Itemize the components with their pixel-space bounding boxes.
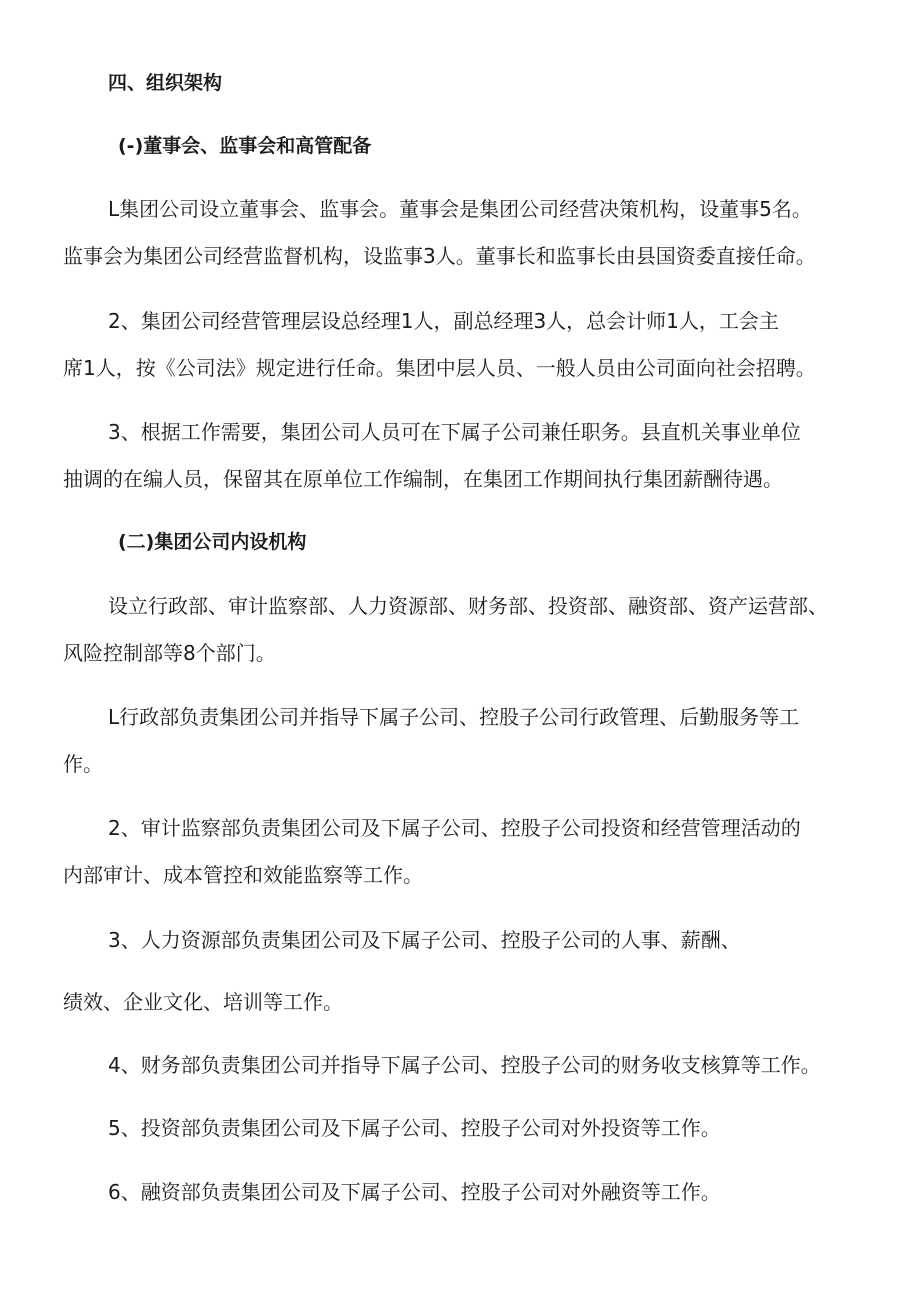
heading-organization: 四、组织架构 <box>108 72 223 94</box>
section-board-title: (-)董事会、监事会和高管配备 <box>118 135 372 157</box>
hr-dept-line: 绩效、企业文化、培训等工作。 <box>63 990 343 1014</box>
staffing-para-line: 抽调的在编人员，保留其在原单位工作编制，在集团工作期间执行集团薪酬待遇。 <box>63 467 783 491</box>
finance-dept-line: 4、财务部负责集团公司并指导下属子公司、控股子公司的财务收支核算等工作。 <box>108 1053 821 1077</box>
admin-dept-line: L行政部负责集团公司并指导下属子公司、控股子公司行政管理、后勤服务等工 <box>108 705 800 729</box>
investment-dept-line: 5、投资部负责集团公司及下属子公司、控股子公司对外投资等工作。 <box>108 1116 721 1140</box>
section-departments-title: (二)集团公司内设机构 <box>118 531 307 553</box>
hr-dept-line: 3、人力资源部负责集团公司及下属子公司、控股子公司的人事、薪酬、 <box>108 928 741 952</box>
departments-intro-line: 风险控制部等8个部门。 <box>63 641 276 665</box>
audit-dept-line: 2、审计监察部负责集团公司及下属子公司、控股子公司投资和经营管理活动的 <box>108 816 801 840</box>
management-para-line: 2、集团公司经营管理层设总经理1人，副总经理3人，总会计师1人，工会主 <box>108 309 779 333</box>
board-para-line: 监事会为集团公司经营监督机构，设监事3人。董事长和监事长由县国资委直接任命。 <box>63 244 816 268</box>
management-para-line: 席1人，按《公司法》规定进行任命。集团中层人员、一般人员由公司面向社会招聘。 <box>63 356 816 380</box>
staffing-para-line: 3、根据工作需要，集团公司人员可在下属子公司兼任职务。县直机关事业单位 <box>108 420 801 444</box>
admin-dept-line: 作。 <box>63 752 103 776</box>
board-para-line: L集团公司设立董事会、监事会。董事会是集团公司经营决策机构，设董事5名。 <box>108 197 812 221</box>
audit-dept-line: 内部审计、成本管控和效能监察等工作。 <box>63 863 423 887</box>
departments-intro-line: 设立行政部、审计监察部、人力资源部、财务部、投资部、融资部、资产运营部、 <box>108 594 828 618</box>
financing-dept-line: 6、融资部负责集团公司及下属子公司、控股子公司对外融资等工作。 <box>108 1180 721 1204</box>
